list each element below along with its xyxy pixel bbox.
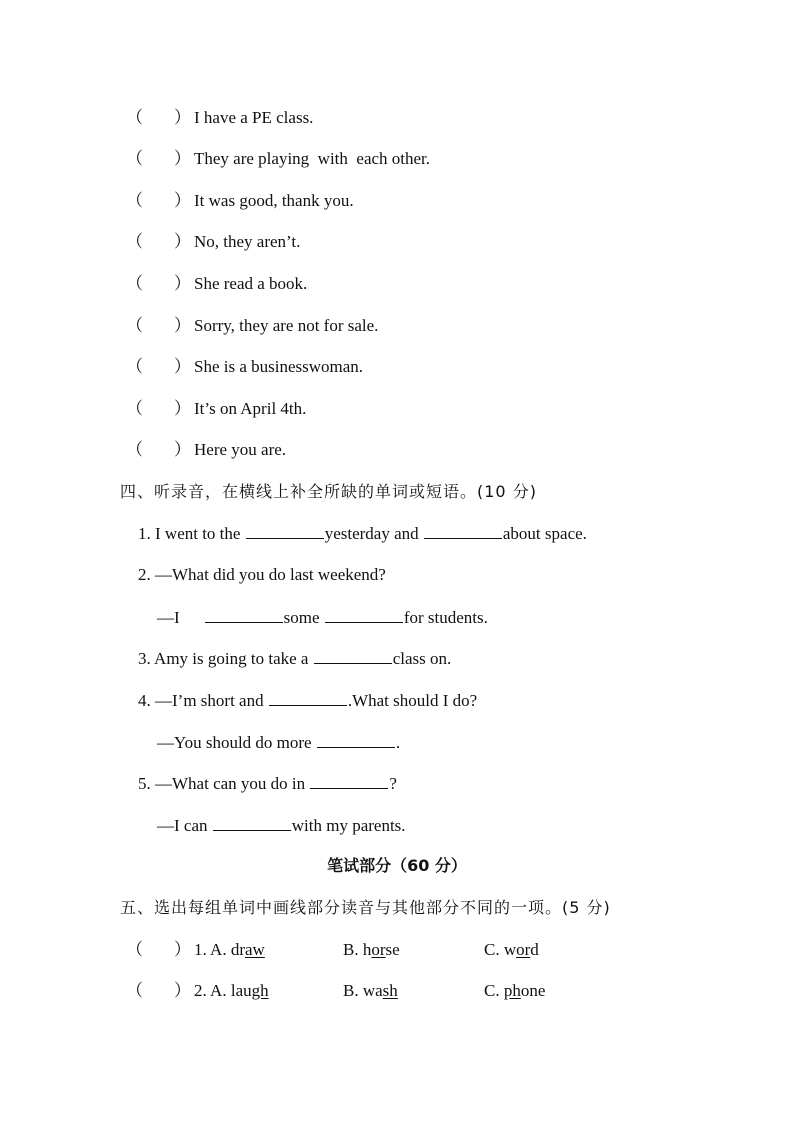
fill-blank[interactable]: [246, 523, 324, 539]
open-paren: （: [126, 108, 143, 127]
word-part: one: [520, 981, 546, 1000]
option-label: C.: [484, 940, 504, 959]
question-text: for students.: [403, 608, 488, 627]
option-b[interactable]: [343, 940, 400, 960]
answer-text: She read a book.: [194, 274, 308, 293]
answer-text: Here you are.: [194, 440, 287, 459]
question-5: [138, 773, 397, 794]
fill-blank[interactable]: [269, 690, 347, 706]
question-text: 3. Amy is going to take a: [138, 649, 313, 668]
question-text: —I: [157, 608, 180, 627]
close-paren: ）: [174, 274, 191, 293]
question-text: —I can: [157, 816, 212, 835]
answer-text: Sorry, they are not for sale.: [194, 316, 379, 335]
question-text: 5. —What can you do in: [138, 774, 310, 793]
fill-blank[interactable]: [310, 773, 388, 789]
word-part: se: [385, 940, 400, 959]
option-label: C.: [484, 981, 504, 1000]
fill-blank[interactable]: [213, 815, 291, 831]
close-paren: ）: [174, 357, 191, 376]
close-paren: ）: [174, 316, 191, 335]
word-part: w: [503, 940, 517, 959]
answer-text: She is a businesswoman.: [194, 357, 364, 376]
question-1: [138, 523, 587, 544]
close-paren: ）: [174, 232, 191, 251]
option-c[interactable]: [484, 940, 539, 960]
question-text: some: [283, 608, 324, 627]
word-part: wa: [362, 981, 383, 1000]
option-label: 1. A.: [194, 940, 231, 959]
question-text: yesterday and: [324, 524, 423, 543]
fill-blank[interactable]: [317, 732, 395, 748]
close-paren: ）: [174, 940, 191, 959]
question-4: [138, 690, 477, 711]
section-4-heading: 四、听录音，在横线上补全所缺的单词或短语。(10 分): [120, 482, 537, 501]
question-text: class on.: [392, 649, 452, 668]
answer-text: I have a PE class.: [194, 108, 314, 127]
question-text: 1. I went to the: [138, 524, 245, 543]
question-text: .What should I do?: [347, 691, 478, 710]
open-paren: （: [126, 399, 143, 418]
option-label: B.: [343, 940, 363, 959]
underlined-part: ph: [503, 981, 521, 1000]
open-paren: （: [126, 940, 143, 959]
written-section-title: 笔试部分（60 分）: [327, 856, 467, 875]
underlined-part: or: [516, 940, 531, 959]
section-5-heading: 五、选出每组单词中画线部分读音与其他部分不同的一项。(5 分): [120, 898, 611, 917]
close-paren: ）: [174, 981, 191, 1000]
fill-blank[interactable]: [325, 607, 403, 623]
open-paren: （: [126, 981, 143, 1000]
question-text: about space.: [502, 524, 587, 543]
option-a[interactable]: [194, 940, 265, 960]
underlined-part: sh: [382, 981, 398, 1000]
question-2: 2. —What did you do last weekend?: [138, 565, 386, 584]
close-paren: ）: [174, 440, 191, 459]
option-label: 2. A.: [194, 981, 231, 1000]
answer-text: It was good, thank you.: [194, 191, 354, 210]
word-part: dr: [230, 940, 246, 959]
answer-text: They are playing with each other.: [194, 149, 431, 168]
underlined-part: gh: [251, 981, 269, 1000]
close-paren: ）: [174, 191, 191, 210]
fill-blank[interactable]: [314, 648, 392, 664]
word-part: d: [530, 940, 539, 959]
close-paren: ）: [174, 108, 191, 127]
option-b[interactable]: [343, 981, 398, 1001]
open-paren: （: [126, 232, 143, 251]
option-label: B.: [343, 981, 363, 1000]
question-text: ?: [389, 774, 397, 793]
close-paren: ）: [174, 149, 191, 168]
question-text: .: [395, 733, 401, 752]
question-text: 4. —I’m short and: [138, 691, 268, 710]
fill-blank[interactable]: [205, 607, 283, 623]
question-5-answer: [157, 815, 406, 836]
question-text: with my parents.: [291, 816, 406, 835]
option-c[interactable]: [484, 981, 545, 1001]
answer-text: It’s on April 4th.: [194, 399, 307, 418]
underlined-part: aw: [245, 940, 265, 959]
answer-text: No, they aren’t.: [194, 232, 301, 251]
word-part: lau: [230, 981, 252, 1000]
word-part: h: [362, 940, 372, 959]
open-paren: （: [126, 357, 143, 376]
question-2-answer: [157, 607, 488, 628]
open-paren: （: [126, 191, 143, 210]
open-paren: （: [126, 440, 143, 459]
question-3: [138, 648, 451, 669]
question-4-answer: [157, 732, 400, 753]
question-text: —You should do more: [157, 733, 316, 752]
close-paren: ）: [174, 399, 191, 418]
open-paren: （: [126, 149, 143, 168]
open-paren: （: [126, 316, 143, 335]
underlined-part: or: [371, 940, 386, 959]
open-paren: （: [126, 274, 143, 293]
option-a[interactable]: [194, 981, 269, 1001]
fill-blank[interactable]: [424, 523, 502, 539]
